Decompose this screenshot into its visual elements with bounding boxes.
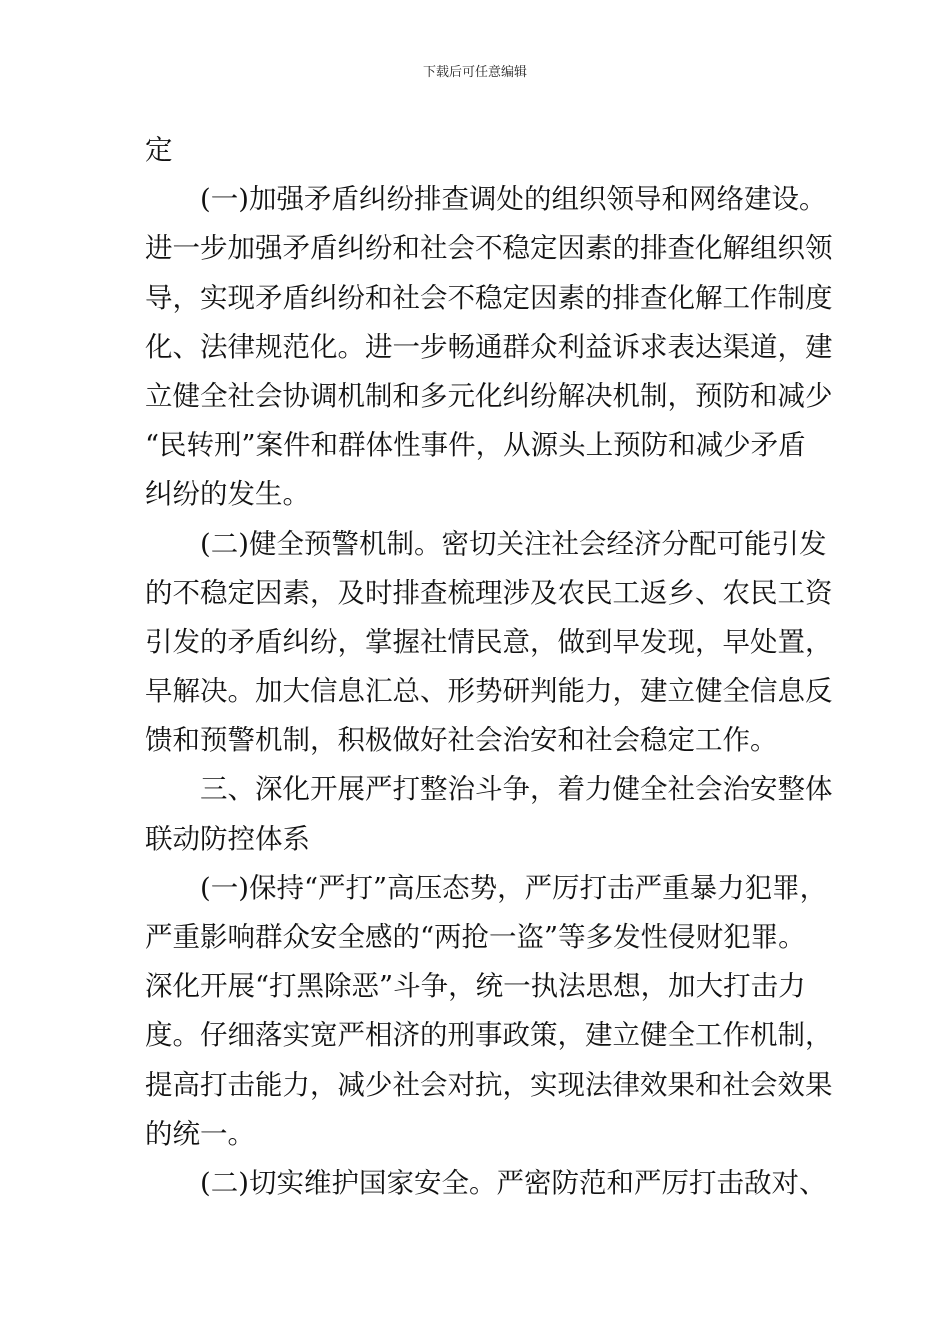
text-line: (一)保持“严打”高压态势，严厉打击严重暴力犯罪， (200, 871, 828, 904)
text-line: 早解决。加大信息汇总、形势研判能力，建立健全信息反 (145, 675, 833, 708)
text-line: 引发的矛盾纠纷，掌握社情民意，做到早发现，早处置， (145, 625, 833, 658)
text-line: 度。仔细落实宽严相济的刑事政策，建立健全工作机制， (145, 1019, 833, 1052)
text-line: 的不稳定因素，及时排查梳理涉及农民工返乡、农民工资 (145, 576, 833, 609)
text-line: 立健全社会协调机制和多元化纠纷解决机制，预防和减少 (145, 379, 833, 412)
document-body (145, 126, 833, 1208)
page-header-note: 下载后可任意编辑 (422, 65, 527, 80)
text-line: 提高打击能力，减少社会对抗，实现法律效果和社会效果 (145, 1068, 833, 1101)
text-line: 纠纷的发生。 (145, 478, 310, 511)
text-line: (二)切实维护国家安全。严密防范和严厉打击敌对、 (200, 1166, 827, 1199)
text-line: (一)加强矛盾纠纷排查调处的组织领导和网络建设。 (200, 183, 827, 216)
text-line: 进一步加强矛盾纠纷和社会不稳定因素的排查化解组织领 (145, 232, 833, 265)
text-line: 三、深化开展严打整治斗争，着力健全社会治安整体 (200, 773, 833, 806)
text-line: (二)健全预警机制。密切关注社会经济分配可能引发 (200, 527, 827, 560)
text-line: 定 (145, 134, 173, 166)
text-line: 导，实现矛盾纠纷和社会不稳定因素的排查化解工作制度 (145, 281, 833, 314)
text-line: 化、法律规范化。进一步畅通群众利益诉求表达渠道，建 (145, 330, 833, 363)
text-line: 深化开展“打黑除恶”斗争，统一执法思想，加大打击力 (145, 970, 806, 1003)
text-line: “民转刑”案件和群体性事件，从源头上预防和减少矛盾 (145, 429, 806, 462)
text-line: 的统一。 (145, 1117, 255, 1150)
text-line: 联动防控体系 (145, 822, 310, 855)
text-line: 馈和预警机制，积极做好社会治安和社会稳定工作。 (145, 724, 778, 757)
text-line: 严重影响群众安全感的“两抢一盗”等多发性侵财犯罪。 (145, 921, 806, 953)
